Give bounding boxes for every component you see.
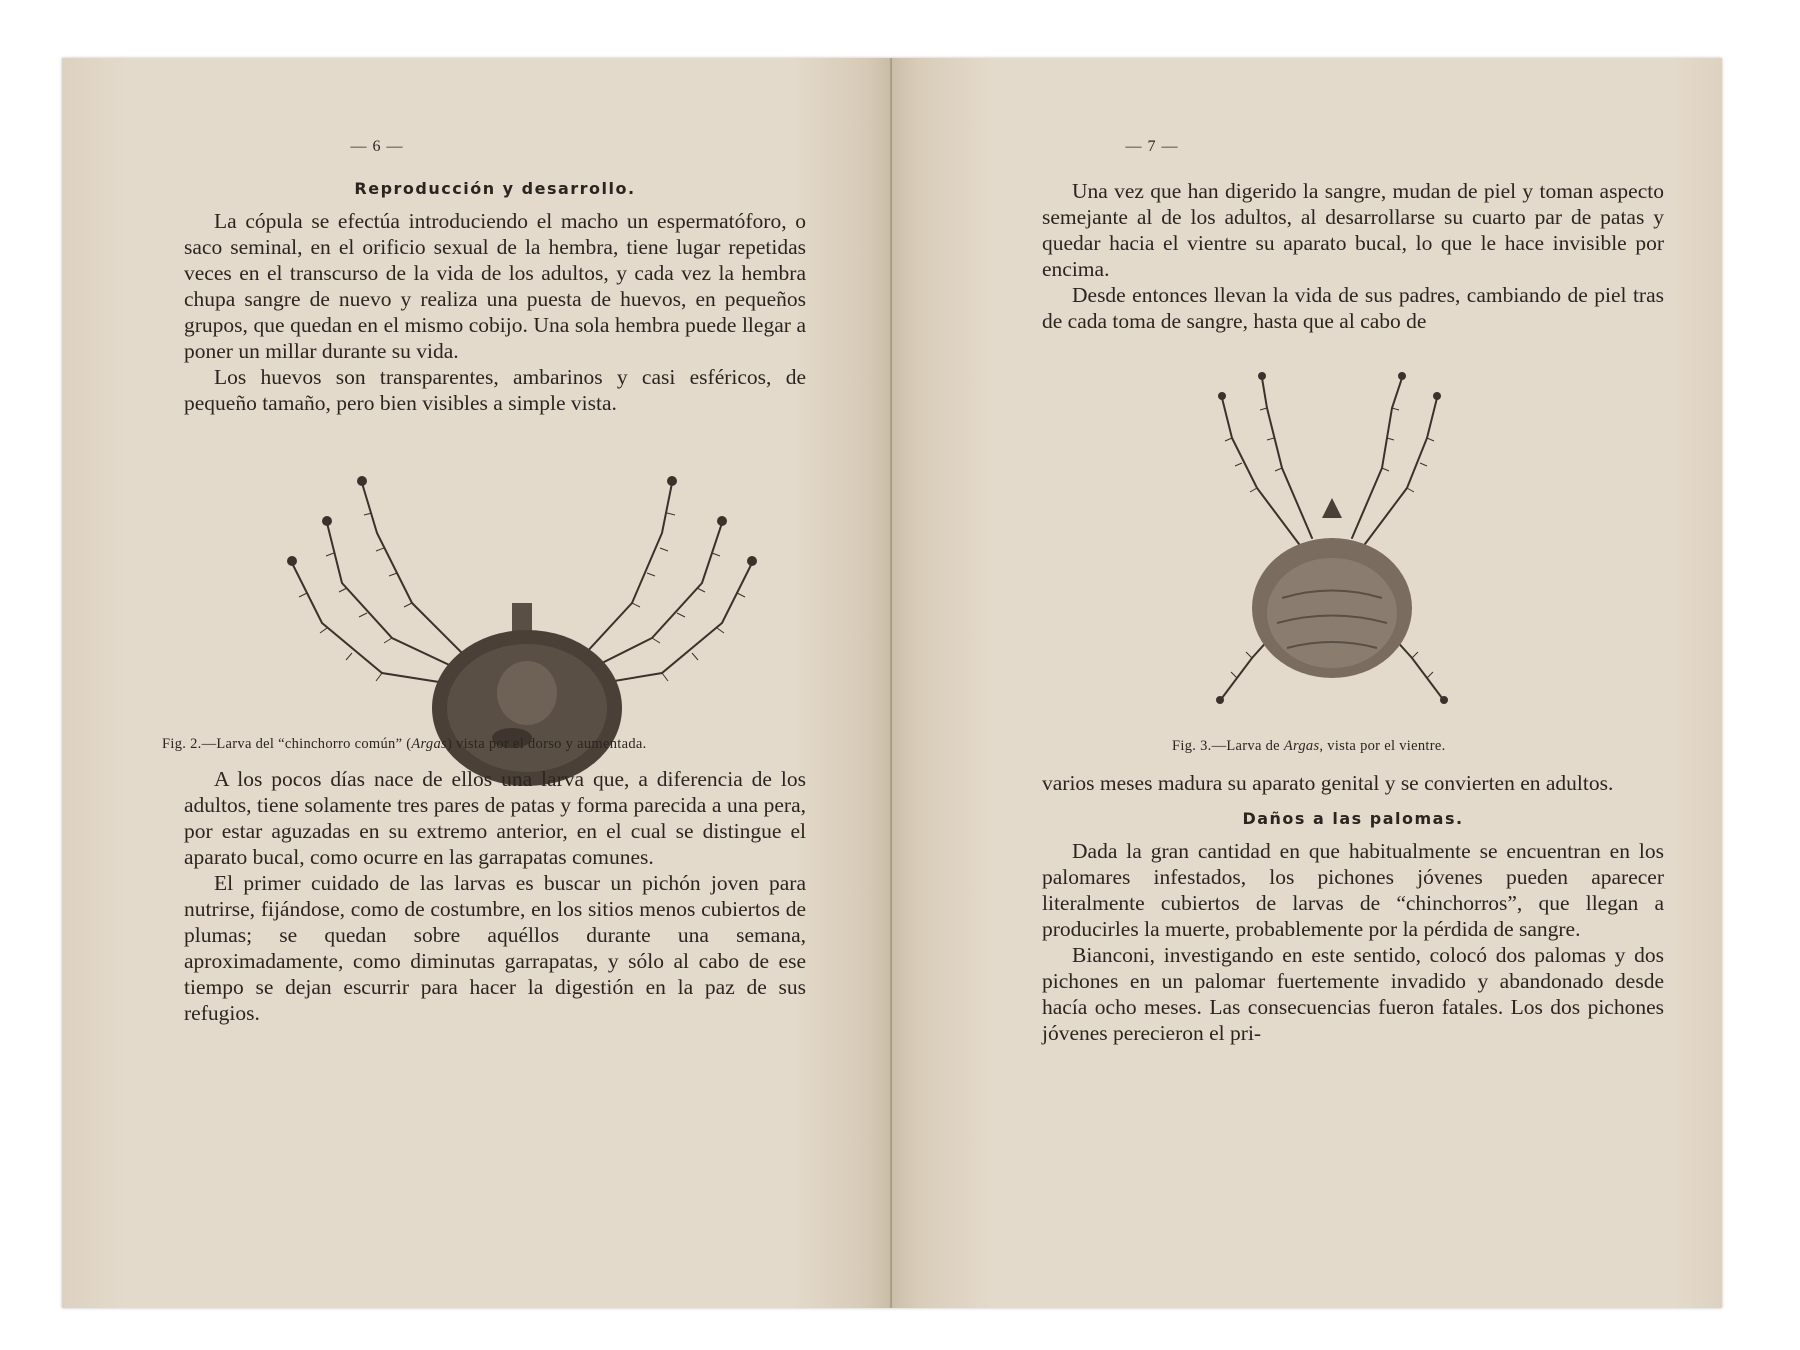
- figure-caption: Fig. 3.—Larva de Argas, vista por el vientre.: [1172, 738, 1446, 754]
- right-bottom-text: [1042, 770, 1664, 1046]
- paragraph: Dada la gran cantidad en que habitualmente se encuentran en los palomares infestados, los pichones jóvenes pueden aparecer literalmente cubiertos de larvas de “chinchorros”, que llegan a producirles la muerte, probablemente por la pérdida de sangre.: [1042, 839, 1664, 941]
- larva-ventral-illustration: [1162, 368, 1502, 728]
- paragraph: Una vez que han digerido la sangre, mudan de piel y toman aspecto semejante al de los adultos, al desarrollarse su cuarto par de patas y quedar hacia el vientre su aparato bucal, lo que le hace invisible por encima.: [1042, 179, 1664, 281]
- page-number: — 7 —: [1125, 138, 1179, 155]
- left-bottom-text: [184, 766, 806, 1026]
- paragraph: varios meses madura su aparato genital y se convierten en adultos.: [1042, 771, 1614, 795]
- right-page: [892, 58, 1722, 1308]
- figure-caption: Fig. 2.—Larva del “chinchorro común” (Argas) vista por el dorso y aumentada.: [162, 736, 647, 752]
- section-heading: Reproducción y desarrollo.: [354, 179, 636, 198]
- paragraph: Los huevos son transparentes, ambarinos y casi esféricos, de pequeño tamaño, pero bien visibles a simple vista.: [184, 365, 806, 415]
- section-heading: Daños a las palomas.: [1242, 809, 1464, 828]
- paragraph: El primer cuidado de las larvas es buscar un pichón joven para nutrirse, fijándose, como de costumbre, en los sitios menos cubiertos de plumas; se quedan sobre aquéllos durante una semana, aproximadamente, como diminutas garrapatas, y sólo al cabo de ese tiempo se dejan escurrir para hacer la digestión en la paz de sus refugios.: [184, 871, 806, 1025]
- page-number: — 6 —: [350, 138, 404, 155]
- left-top-text: [184, 176, 806, 416]
- left-page: [62, 58, 892, 1308]
- paragraph: La cópula se efectúa introduciendo el macho un espermatóforo, o saco seminal, en el orificio sexual de la hembra, tiene lugar repetidas veces en el transcurso de la vida de los adultos, y cada vez la hembra chupa sangre de nuevo y realiza una puesta de huevos, en pequeños grupos, que quedan en el mismo cobijo. Una sola hembra puede llegar a poner un millar durante su vida.: [184, 209, 806, 363]
- right-top-text: [1042, 178, 1664, 334]
- paragraph: Desde entonces llevan la vida de sus padres, cambiando de piel tras de cada toma de sangre, hasta que al cabo de: [1042, 283, 1664, 333]
- paragraph: A los pocos días nace de ellos una larva que, a diferencia de los adultos, tiene solamente tres pares de patas y forma parecida a una pera, por estar aguzadas en su extremo anterior, en el cual se distingue el aparato bucal, como ocurre en las garrapatas comunes.: [184, 767, 806, 869]
- paragraph: Bianconi, investigando en este sentido, colocó dos palomas y dos pichones en un palomar fuertemente invadido y abandonado desde hacía ocho meses. Las consecuencias fueron fatales. Los dos pichones jóvenes perecieron el pri-: [1042, 943, 1664, 1045]
- book-spread: [62, 58, 1722, 1308]
